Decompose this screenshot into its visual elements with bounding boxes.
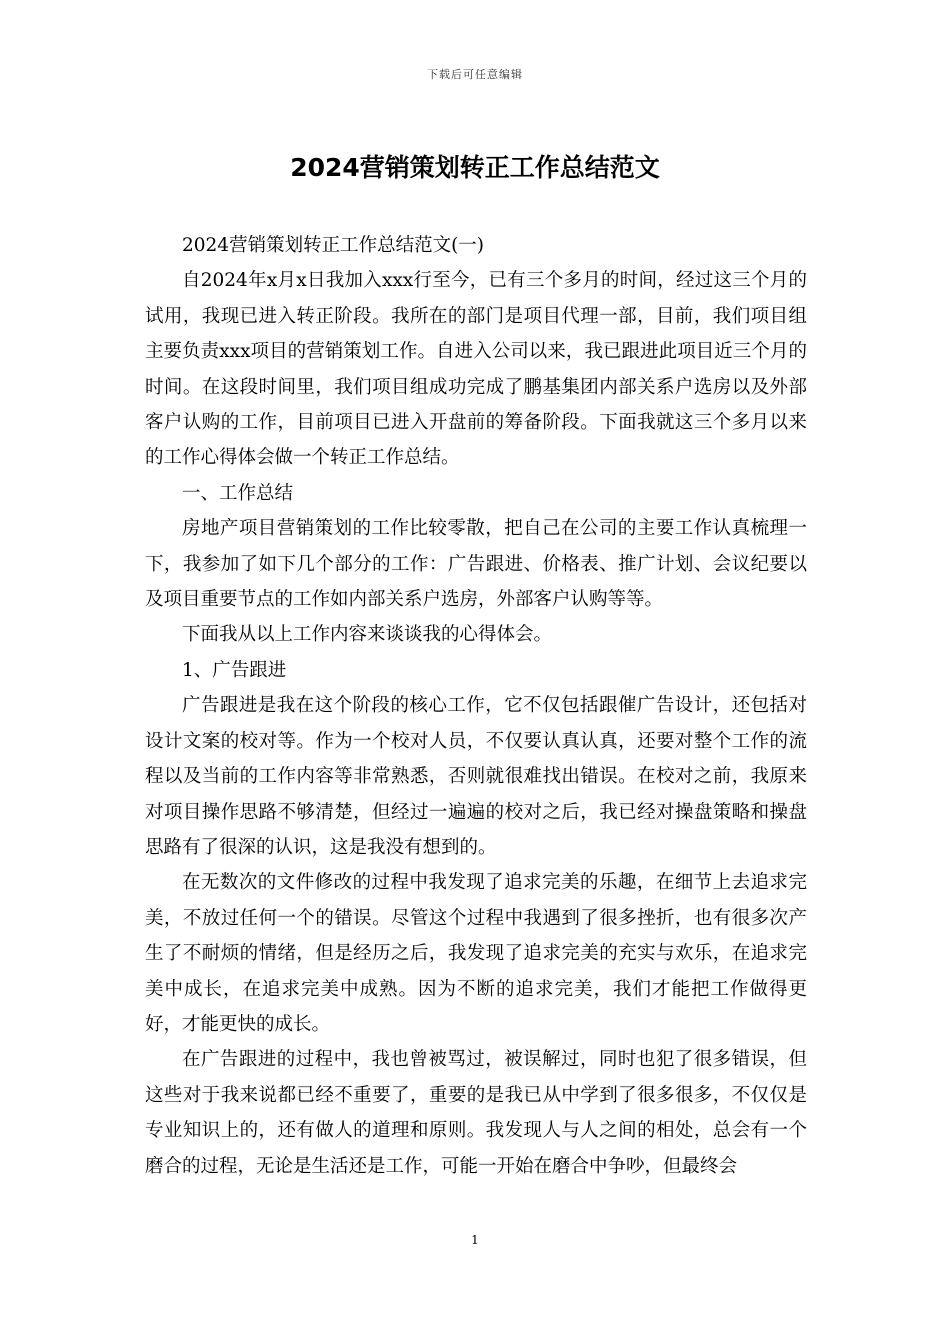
paragraph: 房地产项目营销策划的工作比较零散，把自己在公司的主要工作认真梳理一下，我参加了如下几个部分的工作：广告跟进、价格表、推广计划、会议纪要以及项目重要节点的工作如内部关系户选房，外部客户认购等等。	[145, 518, 807, 611]
page-number: 1	[471, 1233, 479, 1247]
paragraph: 自2024年x月x日我加入xxx行至今，已有三个多月的时间，经过这三个月的试用，我现已进入转正阶段。我所在的部门是项目代理一部，目前，我们项目组主要负责xxx项目的营销策划工作。自进入公司以来，我已跟进此项目近三个月的时间。在这段时间里，我们项目组成功完成了鹏基集团内部关系户选房以及外部客户认购的工作，目前项目已进入开盘前的筹备阶段。下面我就这三个多月以来的工作心得体会做一个转正工作总结。	[145, 270, 807, 469]
paragraph: 在无数次的文件修改的过程中我发现了追求完美的乐趣，在细节上去追求完美，不放过任何一个的错误。尽管这个过程中我遇到了很多挫折，也有很多次产生了不耐烦的情绪，但是经历之后，我发现了追求完美的充实与欢乐，在追求完美中成长，在追求完美中成熟。因为不断的追求完美，我们才能把工作做得更好，才能更快的成长。	[145, 872, 807, 1035]
section-heading: 一、工作总结	[182, 482, 294, 504]
document-title: 2024营销策划转正工作总结范文	[290, 153, 660, 182]
subsection-heading: 1、广告跟进	[182, 659, 287, 681]
document-body	[145, 228, 807, 1184]
header-note: 下载后可任意编辑	[427, 68, 523, 81]
paragraph: 广告跟进是我在这个阶段的核心工作，它不仅包括跟催广告设计，还包括对设计文案的校对等。作为一个校对人员，不仅要认真认真，还要对整个工作的流程以及当前的工作内容等非常熟悉，否则就很难找出错误。在校对之前，我原来对项目操作思路不够清楚，但经过一遍遍的校对之后，我已经对操盘策略和操盘思路有了很深的认识，这是我没有想到的。	[145, 695, 807, 858]
paragraph-subtitle: 2024营销策划转正工作总结范文(一)	[182, 235, 485, 256]
paragraph: 在广告跟进的过程中，我也曾被骂过，被误解过，同时也犯了很多错误，但这些对于我来说都已经不重要了，重要的是我已从中学到了很多很多，不仅仅是专业知识上的，还有做人的道理和原则。我发现人与人之间的相处，总会有一个磨合的过程，无论是生活还是工作，可能一开始在磨合中争吵，但最终会	[145, 1049, 807, 1177]
paragraph: 下面我从以上工作内容来谈谈我的心得体会。	[182, 624, 553, 646]
